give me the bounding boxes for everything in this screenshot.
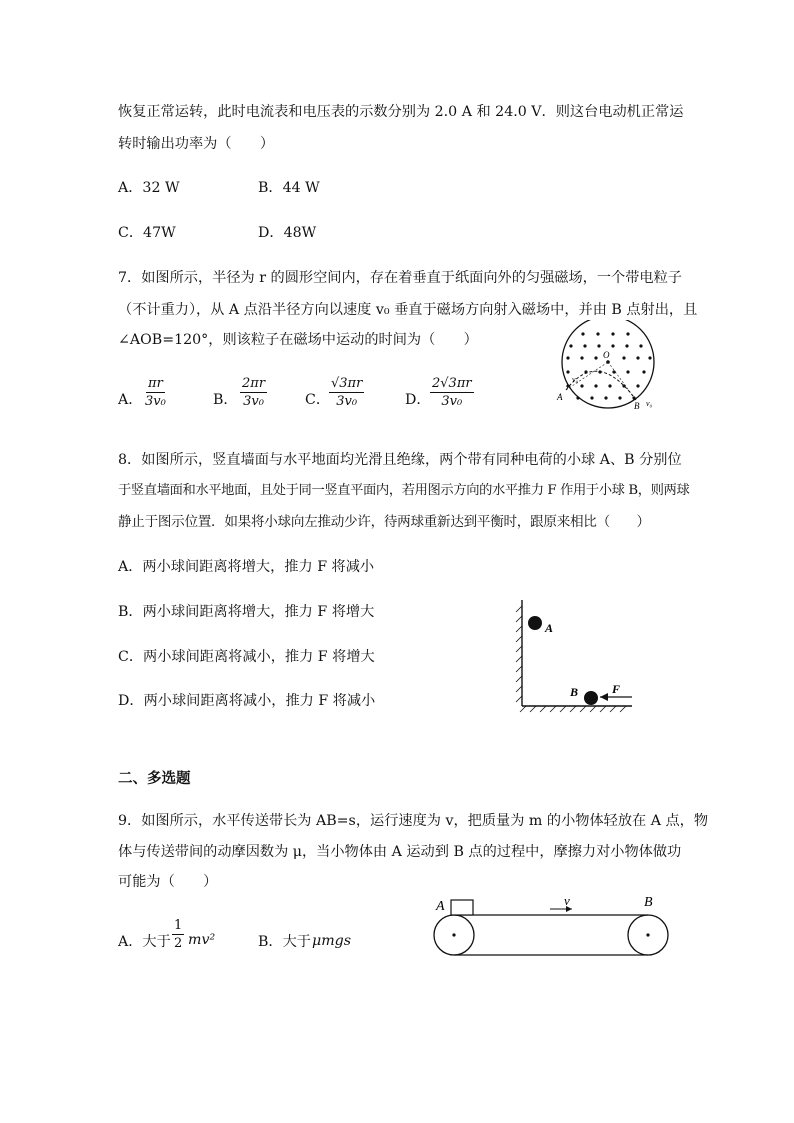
q7-option-b-numerator: 2πr	[242, 376, 266, 391]
q8-line-3: 静止于图示位置．如果将小球向左推动少许，待两球重新达到平衡时，跟原来相比（ ）	[118, 514, 650, 530]
label-v0-in: v₀	[572, 375, 579, 384]
q7-magnetic-field-figure	[548, 320, 668, 420]
q9-line-2: 体与传送带间的动摩因数为 μ，当小物体由 A 运动到 B 点的过程中，摩擦力对小物体做功	[118, 844, 682, 860]
label-b: B	[644, 895, 653, 910]
label-a: A	[557, 392, 563, 402]
label-o: O	[603, 350, 610, 360]
q6-option-b: B．44 W	[258, 180, 320, 196]
q9-option-a-expression: mv²	[188, 932, 216, 948]
q7-option-a-denominator: 3v₀	[145, 394, 166, 409]
q8-option-b: B．两小球间距离将增大，推力 F 将增大	[118, 604, 375, 620]
q7-option-c-fraction	[329, 376, 364, 409]
q8-wall-floor-figure	[512, 596, 638, 714]
q7-option-d-prefix: D．	[405, 392, 431, 408]
q9-option-a-numerator: 1	[174, 918, 183, 933]
q9-conveyor-belt-figure	[430, 890, 676, 960]
pulley-right-axle	[646, 933, 649, 936]
ball-a	[528, 616, 542, 630]
q7-option-d-numerator: 2√3πr	[432, 376, 472, 391]
center-o-point	[606, 360, 610, 364]
force-f-arrowhead	[600, 693, 608, 701]
q7-option-c-numerator: √3πr	[331, 376, 363, 391]
q8-option-c: C．两小球间距离将减小，推力 F 将增大	[118, 649, 375, 665]
q9-line-3: 可能为（ ）	[118, 874, 218, 890]
floor-hatching	[520, 706, 626, 712]
q7-option-d-denominator: 3v₀	[441, 394, 463, 409]
q8-line-1: 8．如图所示，竖直墙面与水平地面均光滑且绝缘，两个带有同种电荷的小球 A、B 分别位	[118, 452, 682, 468]
label-v: v	[564, 893, 570, 908]
q7-option-a-fraction	[145, 376, 166, 409]
q7-line-2: （不计重力），从 A 点沿半径方向以速度 v₀ 垂直于磁场方向射入磁场中，并由 B 点射出，且	[118, 302, 698, 318]
q9-line-1: 9．如图所示，水平传送带长为 AB=s，运行速度为 v，把质量为 m 的小物体轻放在 A 点，物	[118, 813, 709, 829]
label-ball-b: B	[570, 685, 579, 699]
label-force-f: F	[612, 682, 621, 696]
q7-option-c-denominator: 3v₀	[336, 394, 358, 409]
section-title-multiple-choice: 二、多选题	[118, 771, 191, 787]
q9-option-a-prefix: A．大于	[118, 934, 171, 950]
q6-line-2: 转时输出功率为（ ）	[118, 136, 275, 152]
field-dots	[566, 332, 651, 399]
q9-option-b-expression: μmgs	[312, 933, 352, 949]
q6-line-1: 恢复正常运转，此时电流表和电压表的示数分别为 2.0 A 和 24.0 V．则这台电动机正常运	[118, 104, 684, 120]
wall-hatching	[516, 606, 522, 702]
q6-option-d: D．48W	[258, 225, 317, 241]
ball-b	[584, 691, 598, 705]
q7-line-1: 7．如图所示，半径为 r 的圆形空间内，存在着垂直于纸面向外的匀强磁场，一个带电粒子	[118, 270, 682, 286]
q7-line-3: ∠AOB=120°，则该粒子在磁场中运动的时间为（ ）	[118, 332, 478, 348]
label-b: B	[634, 401, 640, 411]
q9-option-a-denominator: 2	[174, 936, 183, 951]
q6-option-c: C．47W	[118, 225, 176, 241]
q9-option-b-prefix: B．大于	[258, 934, 311, 950]
small-object-block	[451, 900, 473, 915]
q8-option-a: A．两小球间距离将增大，推力 F 将减小	[118, 559, 375, 575]
q7-option-b-denominator: 3v₀	[243, 394, 264, 409]
q8-line-2: 于竖直墙面和水平地面，且处于同一竖直平面内，若用图示方向的水平推力 F 作用于小球 B，则两球	[118, 483, 690, 498]
q6-option-a: A．32 W	[118, 180, 180, 196]
pulley-left-axle	[452, 933, 455, 936]
label-a: A	[436, 899, 445, 914]
q7-option-a-numerator: πr	[148, 376, 163, 391]
radius-ob	[608, 362, 636, 400]
field-boundary-circle	[562, 320, 654, 408]
q8-option-d: D．两小球间距离将减小，推力 F 将减小	[118, 693, 376, 709]
label-v0-out: v₀	[646, 399, 653, 408]
label-ball-a: A	[545, 621, 554, 635]
q7-option-a-prefix: A．	[118, 392, 143, 408]
q9-option-a-fraction	[172, 918, 184, 951]
q7-option-b-fraction	[240, 376, 267, 409]
q7-option-d-fraction	[430, 376, 474, 409]
q7-option-c-prefix: C．	[305, 392, 331, 408]
q7-option-b-prefix: B．	[213, 392, 238, 408]
